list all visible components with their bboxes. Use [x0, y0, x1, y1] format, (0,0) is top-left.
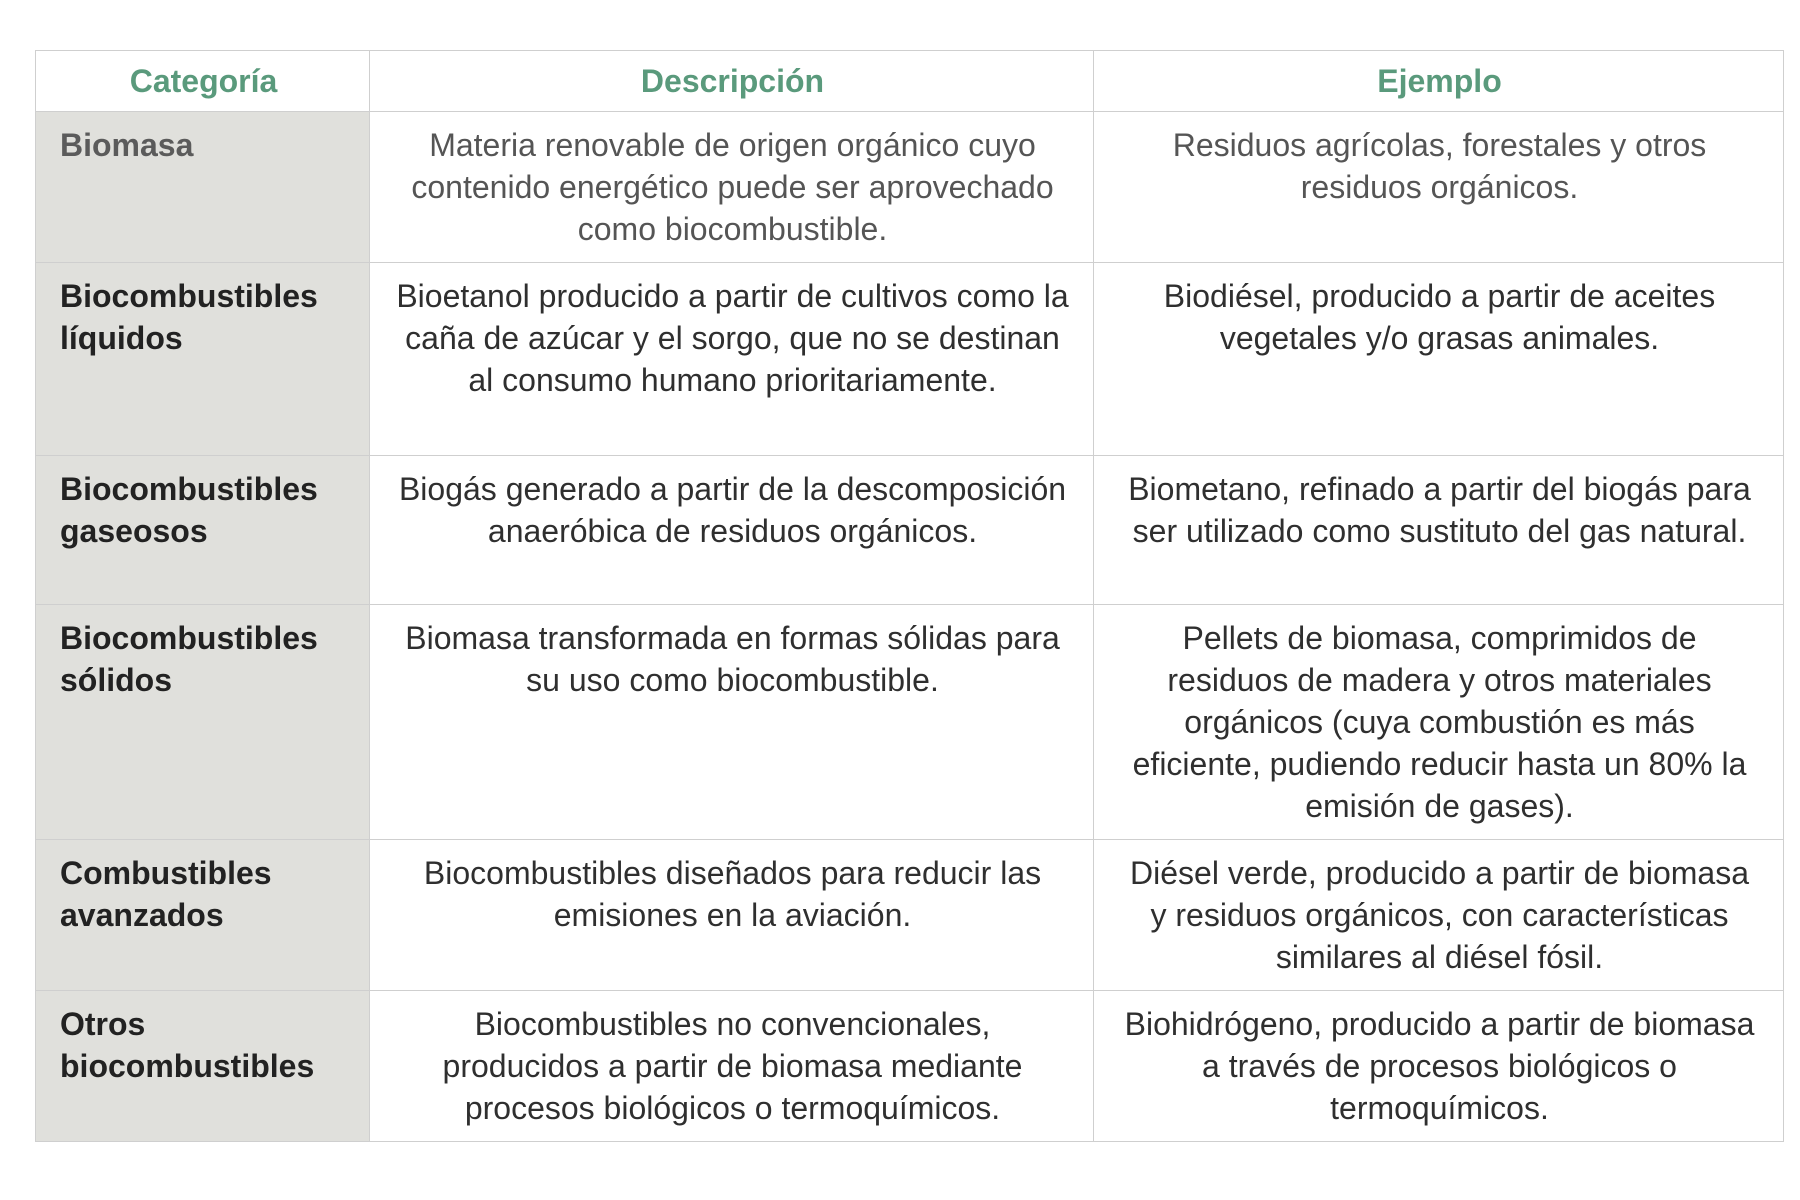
row-example: Biohidrógeno, producido a partir de biomasa a través de procesos biológicos o termoquímicos. [1094, 991, 1784, 1142]
row-description: Materia renovable de origen orgánico cuyo contenido energético puede ser aprovechado como biocombustible. [370, 112, 1094, 263]
row-description: Biocombustibles no convencionales, producidos a partir de biomasa mediante procesos biológicos o termoquímicos. [370, 991, 1094, 1142]
header-description: Descripción [370, 51, 1094, 112]
row-category: Biocombustibles sólidos [36, 605, 370, 840]
row-category: Biocombustibles gaseosos [36, 456, 370, 605]
row-category: Biomasa [36, 112, 370, 263]
row-category: Otros biocombustibles [36, 991, 370, 1142]
row-example: Diésel verde, producido a partir de biomasa y residuos orgánicos, con características similares al diésel fósil. [1094, 840, 1784, 991]
biofuel-table-container [35, 50, 1783, 1142]
row-example: Biodiésel, producido a partir de aceites vegetales y/o grasas animales. [1094, 263, 1784, 456]
row-description: Biocombustibles diseñados para reducir las emisiones en la aviación. [370, 840, 1094, 991]
table-row [36, 263, 1784, 456]
row-example: Pellets de biomasa, comprimidos de residuos de madera y otros materiales orgánicos (cuya combustión es más eficiente, pudiendo reducir hasta un 80% la emisión de gases). [1094, 605, 1784, 840]
row-example: Residuos agrícolas, forestales y otros residuos orgánicos. [1094, 112, 1784, 263]
row-description: Biomasa transformada en formas sólidas para su uso como biocombustible. [370, 605, 1094, 840]
row-category: Biocombustibles líquidos [36, 263, 370, 456]
row-example: Biometano, refinado a partir del biogás para ser utilizado como sustituto del gas natural. [1094, 456, 1784, 605]
row-description: Bioetanol producido a partir de cultivos como la caña de azúcar y el sorgo, que no se destinan al consumo humano prioritariamente. [370, 263, 1094, 456]
header-category: Categoría [36, 51, 370, 112]
table-header-row [36, 51, 1784, 112]
row-category: Combustibles avanzados [36, 840, 370, 991]
table-row [36, 456, 1784, 605]
header-example: Ejemplo [1094, 51, 1784, 112]
table-row [36, 605, 1784, 840]
table-row [36, 112, 1784, 263]
biofuel-categories-table [35, 50, 1784, 1142]
table-row [36, 991, 1784, 1142]
row-description: Biogás generado a partir de la descomposición anaeróbica de residuos orgánicos. [370, 456, 1094, 605]
table-row [36, 840, 1784, 991]
